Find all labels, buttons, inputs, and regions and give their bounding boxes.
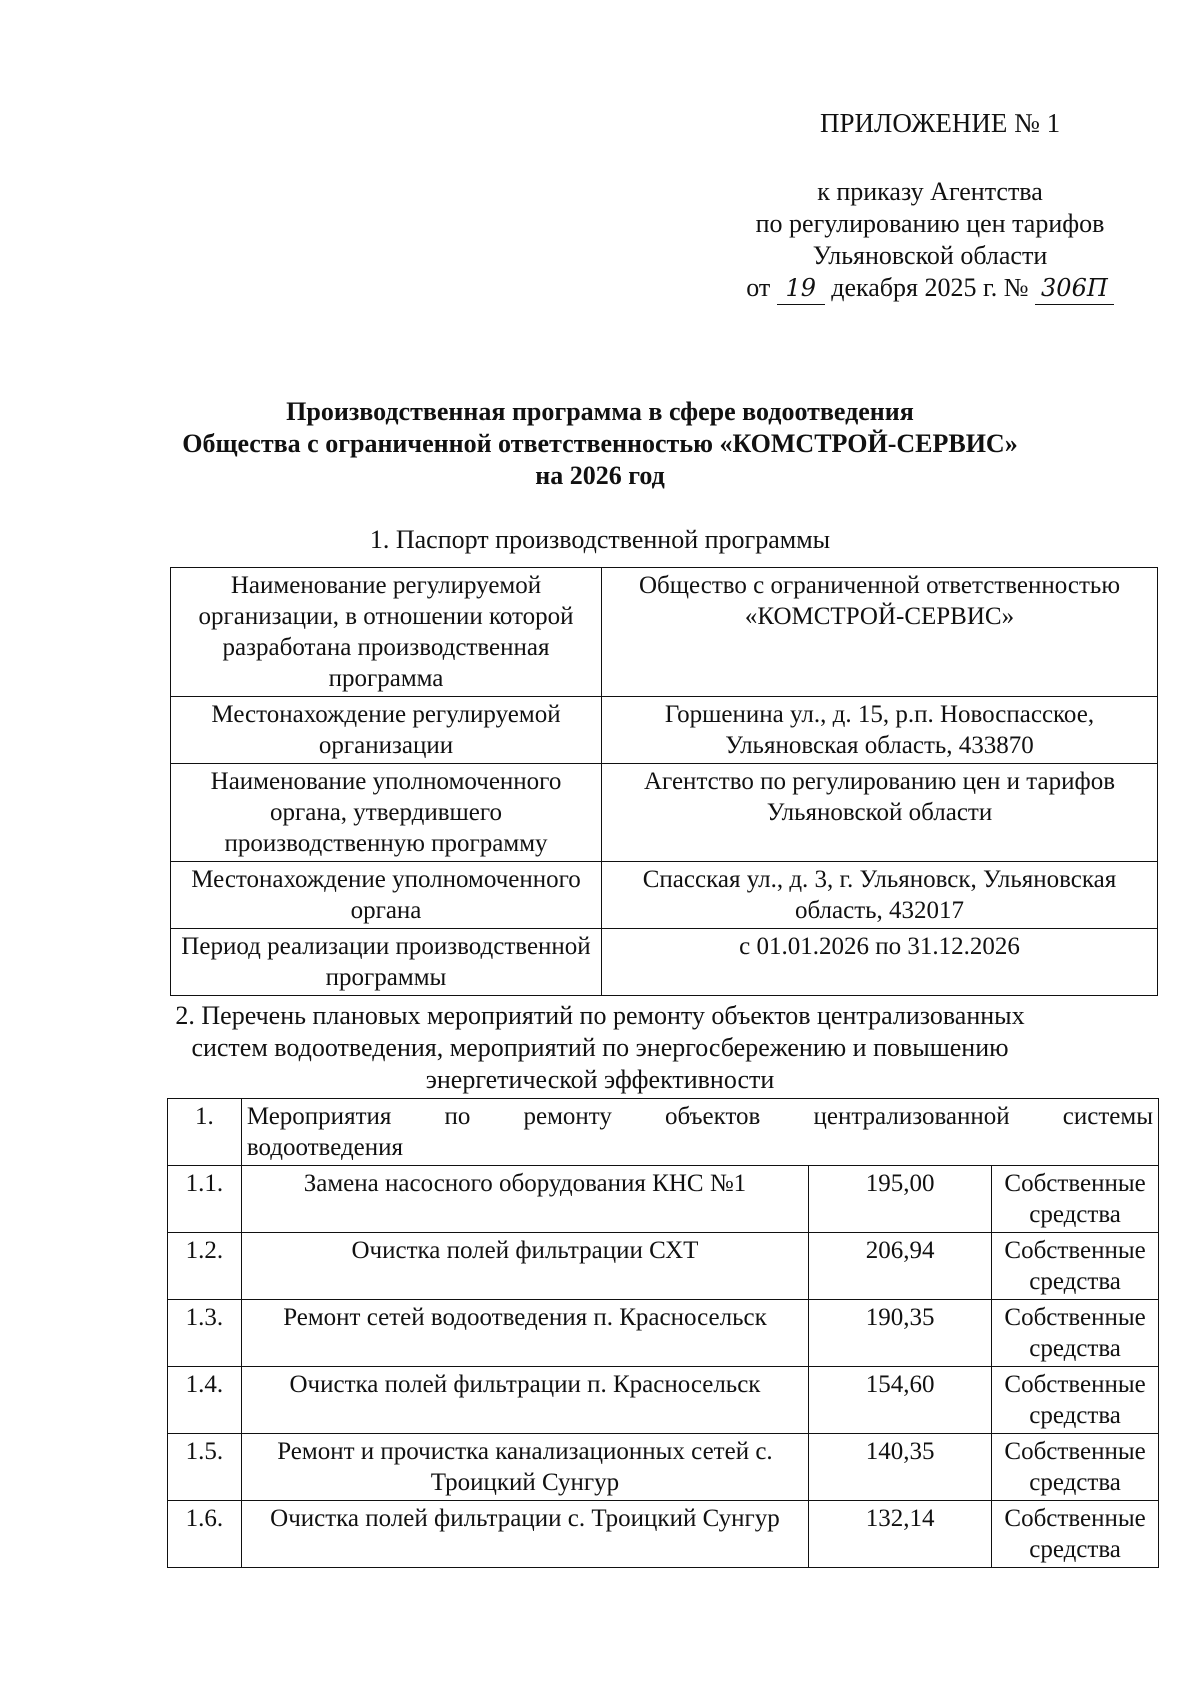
item-name: Ремонт сетей водоотведения п. Красносельск (241, 1300, 808, 1367)
passport-table (170, 567, 1158, 996)
date-rest: декабря 2025 г. № (831, 273, 1029, 302)
order-line-1: к приказу Агентства (817, 177, 1043, 206)
table-row (168, 1166, 1159, 1233)
item-number: 1.5. (168, 1434, 242, 1501)
table-row (168, 1367, 1159, 1434)
item-number: 1.6. (168, 1501, 242, 1568)
item-value: 206,94 (809, 1233, 992, 1300)
table-row (171, 862, 1158, 929)
item-source: Собственные средства (992, 1367, 1159, 1434)
table-row (171, 764, 1158, 862)
item-number: 1.2. (168, 1233, 242, 1300)
passport-value: Горшенина ул., д. 15, р.п. Новоспасское, Ульяновская область, 433870 (602, 697, 1158, 764)
title-line-1: Производственная программа в сфере водоотведения (286, 397, 914, 426)
order-line-2: по регулированию цен тарифов (755, 209, 1105, 238)
group-number: 1. (168, 1099, 242, 1166)
passport-value: Общество с ограниченной ответственностью «КОМСТРОЙ-СЕРВИС» (602, 568, 1158, 697)
item-value: 190,35 (809, 1300, 992, 1367)
item-number: 1.3. (168, 1300, 242, 1367)
item-name: Ремонт и прочистка канализационных сетей с. Троицкий Сунгур (241, 1434, 808, 1501)
document-title (100, 396, 1100, 492)
table-row (168, 1233, 1159, 1300)
table-row-group (168, 1099, 1159, 1166)
passport-key: Период реализации производственной программы (171, 929, 602, 996)
item-name: Очистка полей фильтрации СХТ (241, 1233, 808, 1300)
order-number-handwritten: 306П (1035, 272, 1114, 305)
passport-value: с 01.01.2026 по 31.12.2026 (602, 929, 1158, 996)
table-row (171, 568, 1158, 697)
item-name: Очистка полей фильтрации с. Троицкий Сунгур (241, 1501, 808, 1568)
order-line-3: Ульяновской области (812, 241, 1048, 270)
title-line-2: Общества с ограниченной ответственностью «КОМСТРОЙ-СЕРВИС» (182, 429, 1018, 458)
passport-value: Спасская ул., д. 3, г. Ульяновск, Ульяновская область, 432017 (602, 862, 1158, 929)
item-name: Очистка полей фильтрации п. Красносельск (241, 1367, 808, 1434)
group-title: Мероприятия по ремонту объектов централизованной системы водоотведения (241, 1099, 1158, 1166)
item-name: Замена насосного оборудования КНС №1 (241, 1166, 808, 1233)
title-line-3: на 2026 год (535, 461, 665, 490)
passport-key: Местонахождение уполномоченного органа (171, 862, 602, 929)
table-row (168, 1501, 1159, 1568)
item-source: Собственные средства (992, 1434, 1159, 1501)
item-value: 154,60 (809, 1367, 992, 1434)
events-table (167, 1098, 1159, 1568)
table-row (171, 929, 1158, 996)
item-source: Собственные средства (992, 1233, 1159, 1300)
date-prefix: от (746, 273, 771, 302)
item-value: 132,14 (809, 1501, 992, 1568)
table-row (171, 697, 1158, 764)
order-reference (720, 176, 1140, 305)
table-row (168, 1300, 1159, 1367)
section-1-heading: 1. Паспорт производственной программы (369, 525, 831, 554)
item-source: Собственные средства (992, 1501, 1159, 1568)
item-value: 195,00 (809, 1166, 992, 1233)
date-day-handwritten: 19 (777, 272, 825, 305)
item-source: Собственные средства (992, 1300, 1159, 1367)
appendix-label: ПРИЛОЖЕНИЕ № 1 (820, 108, 1061, 138)
passport-key: Наименование уполномоченного органа, утвердившего производственную программу (171, 764, 602, 862)
passport-key: Местонахождение регулируемой организации (171, 697, 602, 764)
item-source: Собственные средства (992, 1166, 1159, 1233)
section-2-heading: 2. Перечень плановых мероприятий по ремонту объектов централизованных систем водоотведения, мероприятий по энергосбережению и повышению энергетической эффективности (175, 1001, 1025, 1094)
order-date-line (720, 272, 1140, 305)
item-value: 140,35 (809, 1434, 992, 1501)
passport-key: Наименование регулируемой организации, в отношении которой разработана производственная программа (171, 568, 602, 697)
item-number: 1.4. (168, 1367, 242, 1434)
passport-value: Агентство по регулированию цен и тарифов Ульяновской области (602, 764, 1158, 862)
item-number: 1.1. (168, 1166, 242, 1233)
table-row (168, 1434, 1159, 1501)
